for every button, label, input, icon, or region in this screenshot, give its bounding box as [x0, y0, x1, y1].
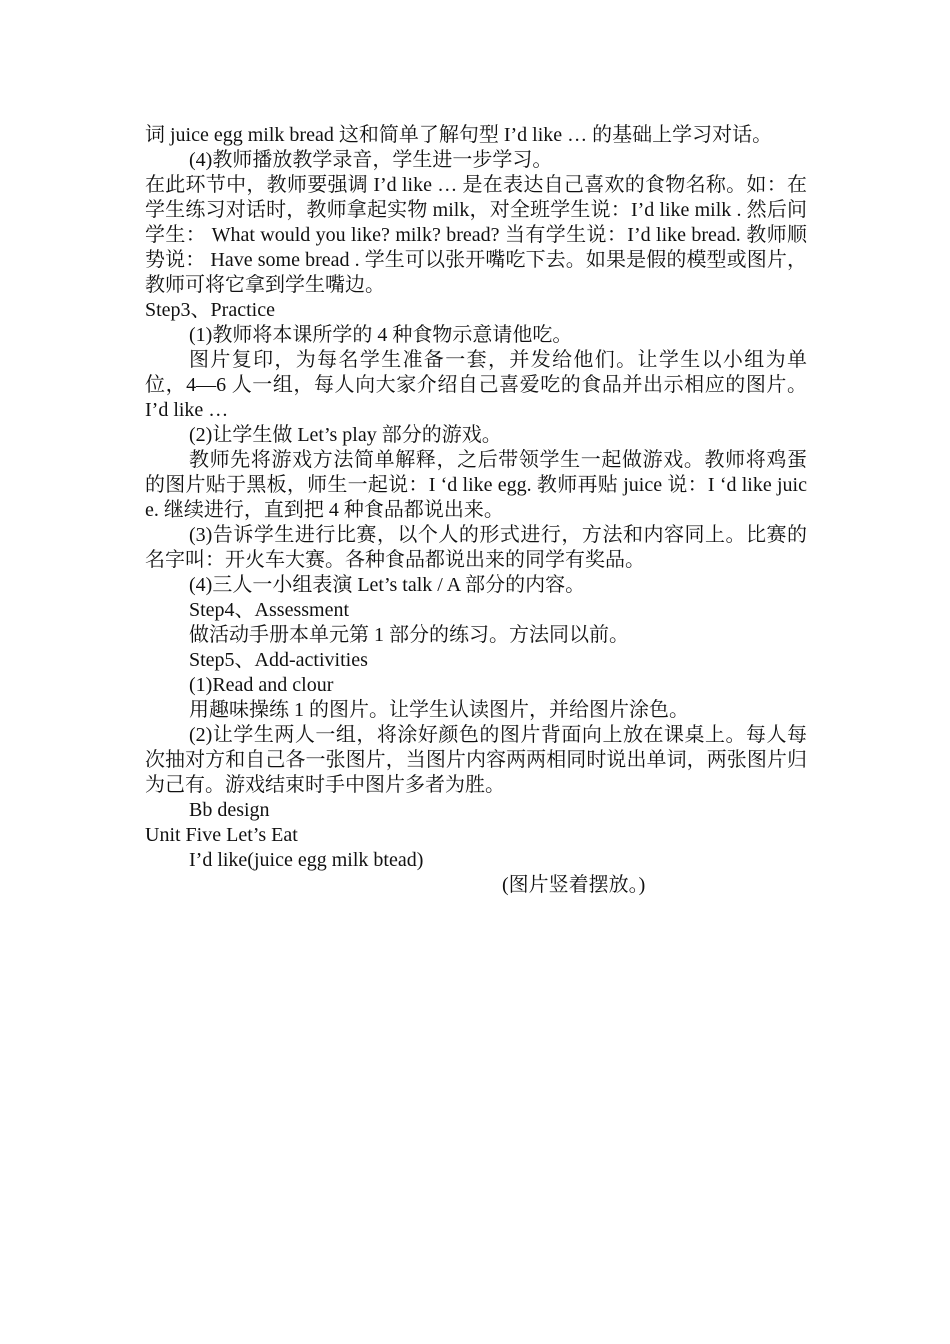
paragraph-read-and-colour: (1)Read and clour	[189, 674, 334, 696]
paragraph-assessment: 做活动手册本单元第 1 部分的练习。方法同以前。	[189, 624, 629, 646]
heading-step4: Step4、Assessment	[189, 599, 349, 621]
board-note: (图片竖着摆放。)	[502, 874, 646, 896]
board-unit-title: Unit Five Let’s Eat	[145, 824, 298, 846]
paragraph-practice-2: (2)让学生做 Let’s play 部分的游戏。	[189, 424, 502, 446]
paragraph-practice-1: (1)教师将本课所学的 4 种食物示意请他吃。	[189, 324, 573, 346]
paragraph-picture-copies: 图片复印，为每名学生准备一套，并发给他们。让学生以小组为单位，4—6 人一组，每人向大家介绍自己喜爱吃的食品并出示相应的图片。I’d like …	[145, 349, 807, 421]
heading-step3: Step3、Practice	[145, 299, 275, 321]
paragraph-game-explain: 教师先将游戏方法简单解释，之后带领学生一起做游戏。教师将鸡蛋的图片贴于黑板，师生一起说：I ‘d like egg. 教师再贴 juice 说：I ‘d like juice. 继续进行，直到把 4 种食品都说出来。	[145, 449, 807, 521]
paragraph-colour-pictures: 用趣味操练 1 的图片。让学生认读图片，并给图片涂色。	[189, 699, 689, 721]
paragraph-pair-game: (2)让学生两人一组，将涂好颜色的图片背面向上放在课桌上。每人每次抽对方和自己各一张图片，当图片内容两两相同时说出单词，两张图片归为己有。游戏结束时手中图片多者为胜。	[145, 724, 807, 796]
board-sentence: I’d like(juice egg milk btead)	[189, 849, 424, 871]
paragraph-play-recording: (4)教师播放教学录音，学生进一步学习。	[189, 149, 553, 171]
document-body	[145, 123, 807, 898]
paragraph-practice-3: (3)告诉学生进行比赛，以个人的形式进行，方法和内容同上。比赛的名字叫：开火车大赛。各种食品都说出来的同学有奖品。	[145, 524, 807, 571]
heading-step5: Step5、Add-activities	[189, 649, 368, 671]
heading-bb-design: Bb design	[189, 799, 270, 821]
paragraph-practice-4: (4)三人一小组表演 Let’s talk / A 部分的内容。	[189, 574, 586, 596]
paragraph-emphasis: 在此环节中，教师要强调 I’d like … 是在表达自己喜欢的食物名称。如：在学生练习对话时，教师拿起实物 milk，对全班学生说：I’d like milk . 然后问学生： What would you like? milk? bread? 当有学生说：I’d like bread. 教师顺势说： Have some bread . 学生可以张开嘴吃下去。如果是假的模型或图片，教师可将它拿到学生嘴边。	[145, 174, 807, 296]
paragraph-vocabulary-intro: 词 juice egg milk bread 这和简单了解句型 I’d like … 的基础上学习对话。	[145, 124, 773, 146]
